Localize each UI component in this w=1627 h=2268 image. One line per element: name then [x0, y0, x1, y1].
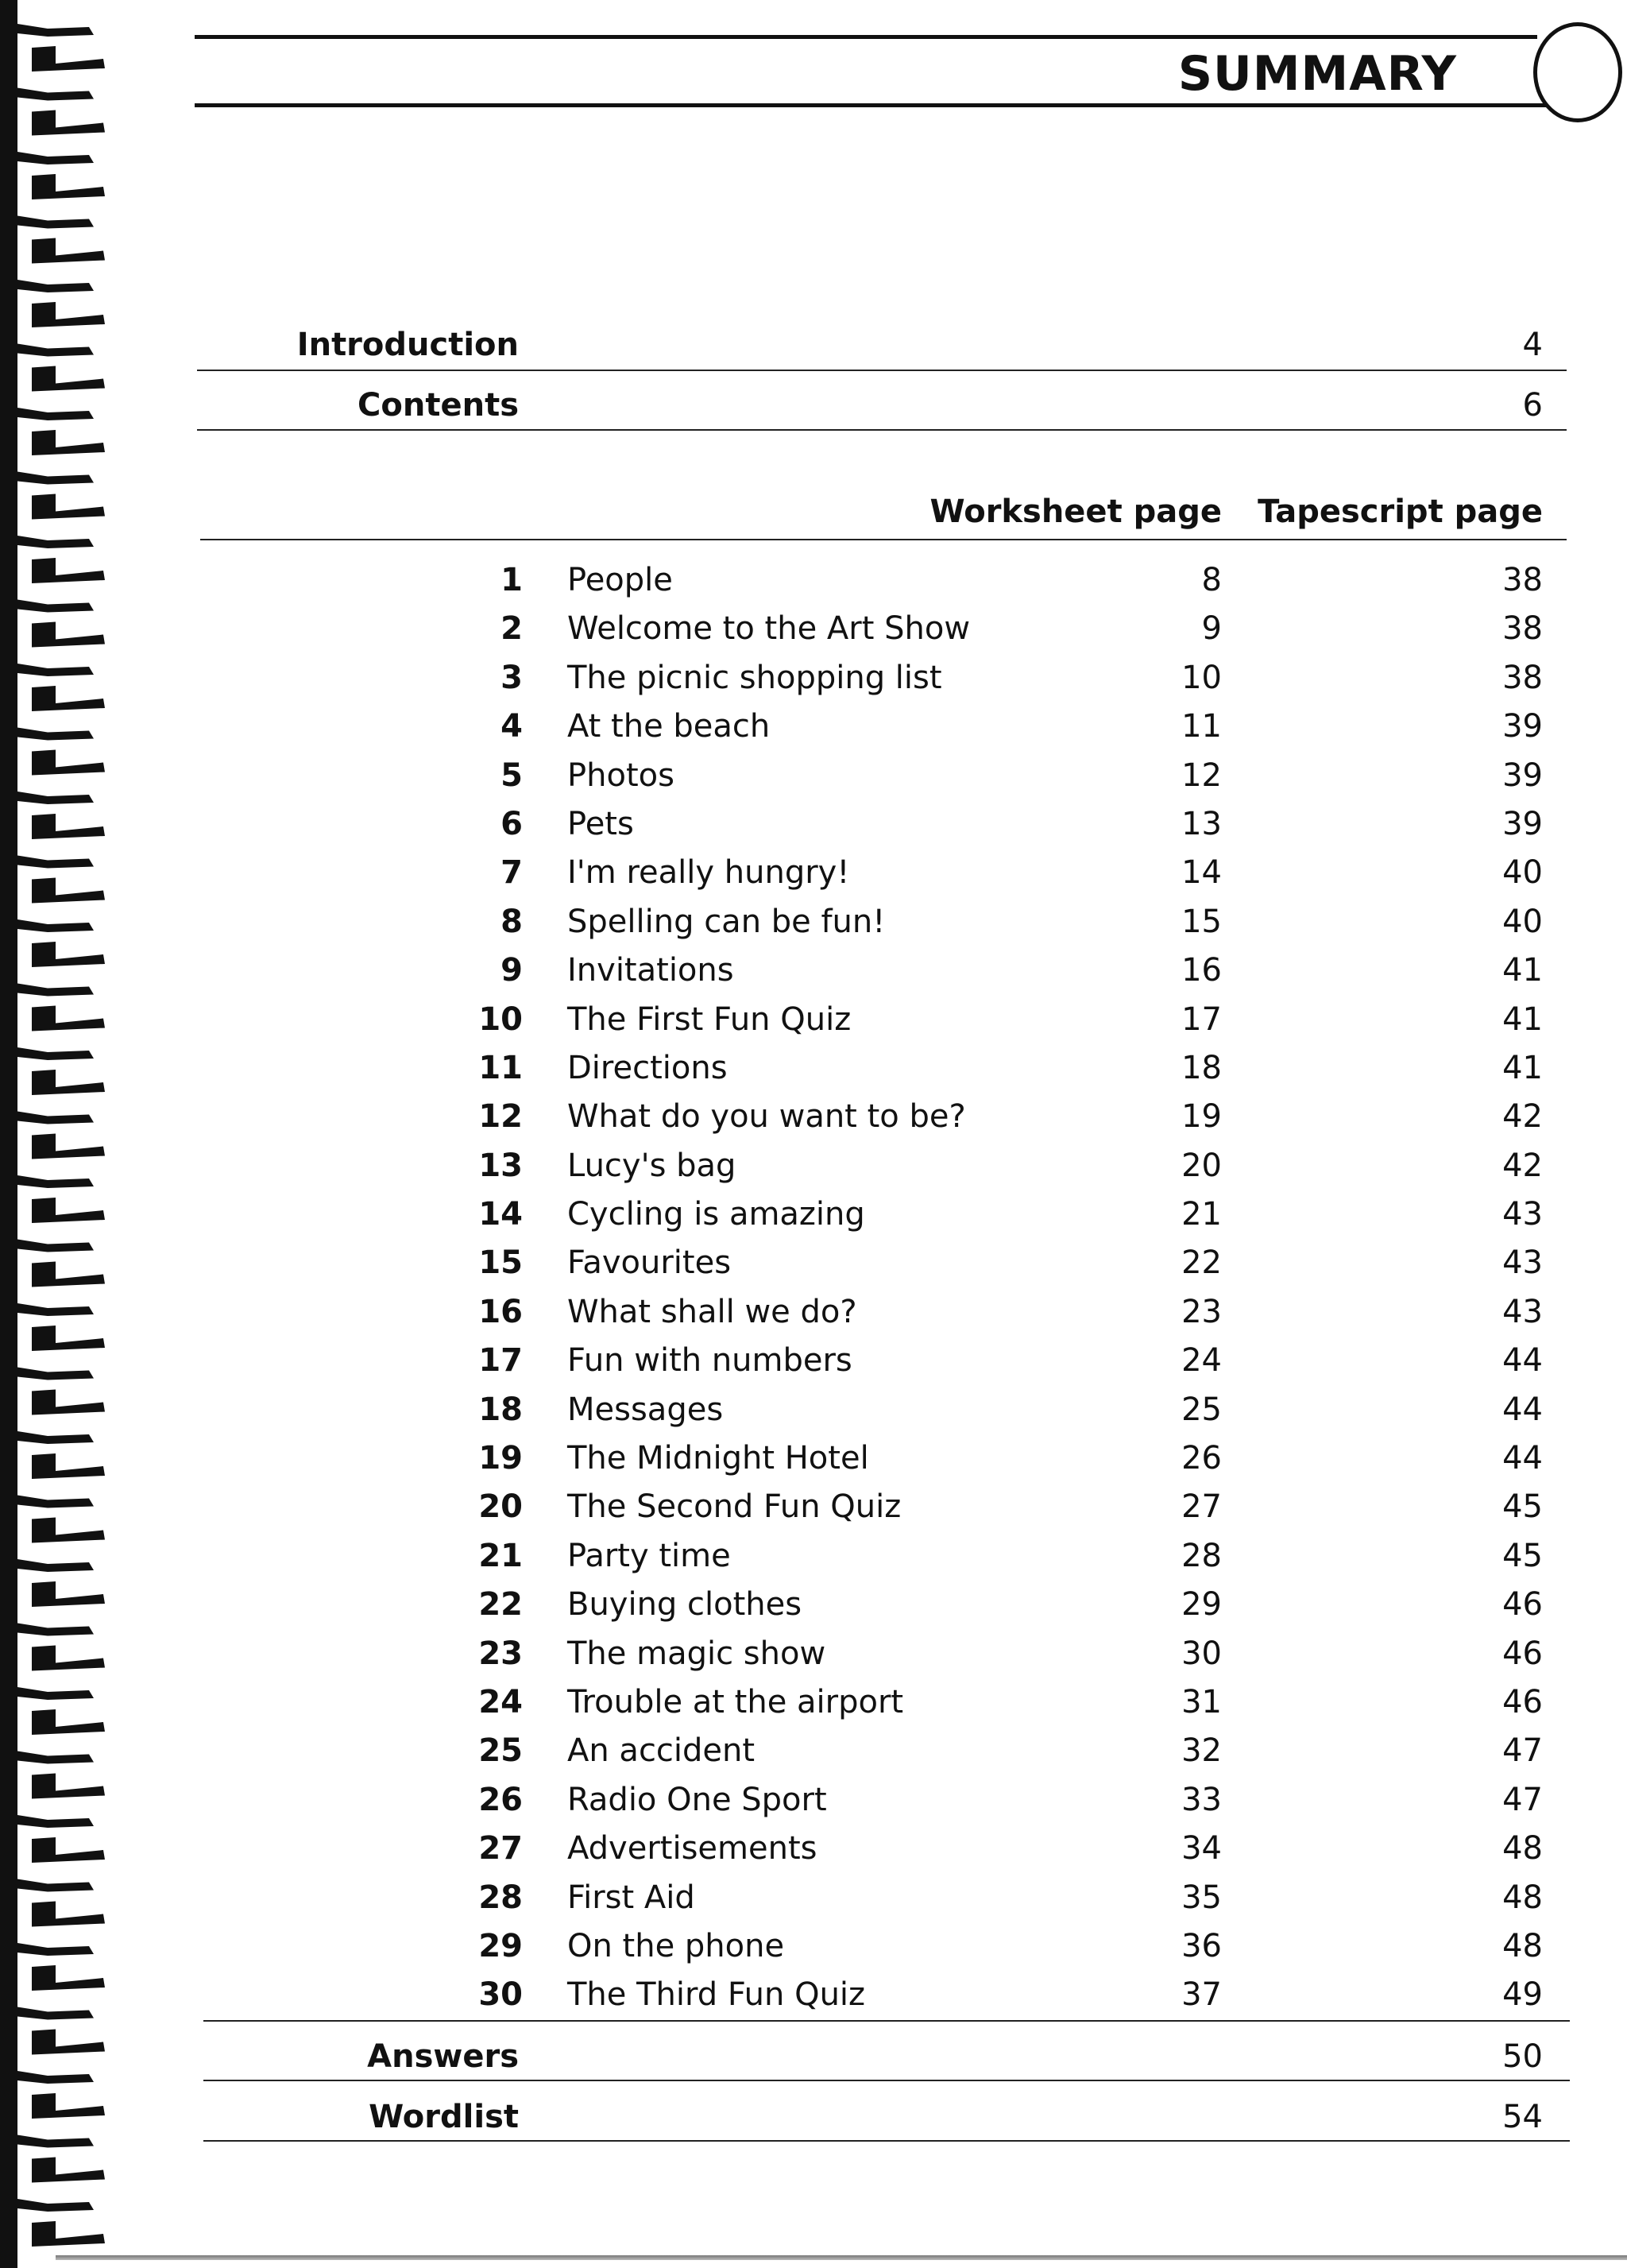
header-top-rule	[195, 35, 1537, 39]
unit-row	[0, 755, 1627, 803]
unit-number: 26	[478, 1781, 523, 1818]
toc-page: 4	[1522, 327, 1543, 363]
unit-number: 22	[478, 1586, 523, 1624]
tapescript-page: 39	[1502, 757, 1543, 794]
unit-number: 17	[478, 1342, 523, 1380]
worksheet-page: 24	[1181, 1342, 1222, 1380]
unit-row	[0, 1779, 1627, 1828]
unit-title: Party time	[567, 1537, 731, 1574]
unit-number: 21	[478, 1537, 523, 1574]
unit-row	[0, 1925, 1627, 1974]
tapescript-page: 41	[1502, 1049, 1543, 1086]
toc-row-contents	[0, 386, 1627, 424]
worksheet-page: 31	[1181, 1683, 1222, 1720]
divider	[200, 539, 1567, 540]
unit-title: I'm really hungry!	[567, 854, 850, 892]
unit-row	[0, 803, 1627, 852]
worksheet-page: 16	[1181, 952, 1222, 989]
toc-label: Answers	[367, 2038, 519, 2075]
worksheet-page: 13	[1181, 805, 1222, 842]
unit-title: The Third Fun Quiz	[567, 1976, 866, 2014]
worksheet-page: 27	[1181, 1488, 1222, 1526]
unit-title: The Second Fun Quiz	[567, 1488, 902, 1526]
tapescript-page: 45	[1502, 1488, 1543, 1526]
unit-row	[0, 1584, 1627, 1632]
unit-row	[0, 1633, 1627, 1682]
unit-number: 27	[478, 1830, 523, 1867]
worksheet-column-header: Worksheet page	[929, 493, 1222, 530]
divider	[197, 429, 1567, 431]
unit-row	[0, 559, 1627, 608]
unit-number: 13	[478, 1147, 523, 1184]
worksheet-page: 21	[1181, 1196, 1222, 1233]
worksheet-page: 23	[1181, 1293, 1222, 1330]
toc-row-wordlist	[0, 2098, 1627, 2136]
tapescript-page: 43	[1502, 1293, 1543, 1330]
unit-title: The picnic shopping list	[567, 659, 942, 696]
tapescript-page: 48	[1502, 1830, 1543, 1867]
toc-page: 50	[1502, 2038, 1543, 2075]
unit-number: 18	[478, 1391, 523, 1428]
tapescript-page: 46	[1502, 1635, 1543, 1672]
unit-row	[0, 1194, 1627, 1242]
unit-row	[0, 1096, 1627, 1144]
unit-number: 16	[478, 1293, 523, 1330]
spiral-coil	[17, 24, 105, 72]
divider	[203, 2080, 1570, 2081]
tapescript-page: 41	[1502, 1000, 1543, 1038]
unit-title: At the beach	[567, 708, 771, 745]
worksheet-page: 35	[1181, 1879, 1222, 1916]
unit-title: What shall we do?	[567, 1293, 857, 1330]
header-bottom-rule	[195, 103, 1561, 107]
tapescript-page: 44	[1502, 1342, 1543, 1380]
spiral-coil	[17, 2135, 105, 2183]
worksheet-page: 18	[1181, 1049, 1222, 1086]
worksheet-page: 11	[1181, 708, 1222, 745]
spiral-coil	[17, 2199, 105, 2247]
unit-title: On the phone	[567, 1927, 785, 1964]
tapescript-page: 39	[1502, 708, 1543, 745]
tapescript-column-header: Tapescript page	[1258, 493, 1543, 530]
worksheet-page: 25	[1181, 1391, 1222, 1428]
tapescript-page: 38	[1502, 562, 1543, 598]
unit-list	[0, 559, 1627, 2023]
tapescript-page: 47	[1502, 1732, 1543, 1770]
tapescript-page: 42	[1502, 1098, 1543, 1136]
spiral-coil	[17, 88, 105, 136]
unit-number: 28	[478, 1879, 523, 1916]
worksheet-page: 20	[1181, 1147, 1222, 1184]
unit-title: First Aid	[567, 1879, 695, 1916]
unit-row	[0, 1047, 1627, 1096]
unit-row	[0, 608, 1627, 656]
unit-number: 1	[500, 562, 523, 598]
tapescript-page: 39	[1502, 805, 1543, 842]
unit-row	[0, 1389, 1627, 1438]
tapescript-page: 38	[1502, 610, 1543, 648]
unit-number: 4	[500, 708, 523, 745]
unit-row	[0, 901, 1627, 950]
worksheet-page: 34	[1181, 1830, 1222, 1867]
unit-row	[0, 706, 1627, 754]
worksheet-page: 33	[1181, 1781, 1222, 1818]
unit-title: Messages	[567, 1391, 724, 1428]
unit-row	[0, 1438, 1627, 1486]
worksheet-page: 15	[1181, 903, 1222, 940]
tapescript-page: 43	[1502, 1196, 1543, 1233]
unit-title: Favourites	[567, 1244, 732, 1282]
unit-title: Invitations	[567, 952, 734, 989]
worksheet-page: 12	[1181, 757, 1222, 794]
unit-number: 3	[500, 659, 523, 696]
unit-number: 2	[500, 610, 523, 648]
unit-number: 8	[500, 903, 523, 940]
unit-number: 19	[478, 1440, 523, 1477]
worksheet-page: 30	[1181, 1635, 1222, 1672]
unit-title: Advertisements	[567, 1830, 817, 1867]
divider	[197, 370, 1567, 371]
worksheet-page: 8	[1201, 562, 1222, 598]
unit-title: Buying clothes	[567, 1586, 802, 1624]
tapescript-page: 44	[1502, 1440, 1543, 1477]
toc-label: Contents	[357, 387, 519, 424]
toc-row-answers	[0, 2038, 1627, 2076]
unit-title: People	[567, 562, 673, 598]
unit-row	[0, 999, 1627, 1047]
worksheet-page: 17	[1181, 1000, 1222, 1038]
divider	[203, 2020, 1570, 2022]
page-bottom-edge	[56, 2255, 1627, 2260]
unit-title: What do you want to be?	[567, 1098, 966, 1136]
tapescript-page: 43	[1502, 1244, 1543, 1282]
unit-row	[0, 657, 1627, 706]
unit-number: 11	[478, 1049, 523, 1086]
unit-row	[0, 1535, 1627, 1584]
tapescript-page: 40	[1502, 903, 1543, 940]
unit-title: Welcome to the Art Show	[567, 610, 971, 648]
tapescript-page: 38	[1502, 659, 1543, 696]
unit-title: Fun with numbers	[567, 1342, 852, 1380]
page-title: SUMMARY	[1177, 46, 1457, 102]
unit-title: Photos	[567, 757, 674, 794]
worksheet-page: 29	[1181, 1586, 1222, 1624]
unit-number: 29	[478, 1927, 523, 1964]
worksheet-page: 28	[1181, 1537, 1222, 1574]
toc-row-introduction	[0, 326, 1627, 364]
unit-title: Lucy's bag	[567, 1147, 736, 1184]
tapescript-page: 48	[1502, 1879, 1543, 1916]
unit-number: 12	[478, 1098, 523, 1136]
unit-number: 6	[500, 805, 523, 842]
unit-row	[0, 1828, 1627, 1876]
toc-label: Introduction	[296, 327, 519, 363]
divider	[203, 2140, 1570, 2142]
unit-number: 10	[478, 1000, 523, 1038]
toc-label: Wordlist	[369, 2099, 519, 2135]
unit-row	[0, 1682, 1627, 1730]
unit-title: Spelling can be fun!	[567, 903, 886, 940]
unit-number: 9	[500, 952, 523, 989]
spiral-coil	[17, 280, 105, 327]
unit-row	[0, 852, 1627, 900]
tapescript-page: 45	[1502, 1537, 1543, 1574]
unit-title: Trouble at the airport	[567, 1683, 904, 1720]
unit-number: 24	[478, 1683, 523, 1720]
worksheet-page: 9	[1201, 610, 1222, 648]
unit-number: 25	[478, 1732, 523, 1770]
unit-row	[0, 1291, 1627, 1340]
unit-row	[0, 1730, 1627, 1778]
unit-number: 7	[500, 854, 523, 892]
unit-title: The magic show	[567, 1635, 826, 1672]
unit-title: The First Fun Quiz	[567, 1000, 852, 1038]
unit-title: Radio One Sport	[567, 1781, 827, 1818]
unit-number: 20	[478, 1488, 523, 1526]
worksheet-page: 36	[1181, 1927, 1222, 1964]
unit-title: Directions	[567, 1049, 728, 1086]
unit-title: Cycling is amazing	[567, 1196, 865, 1233]
spiral-coil	[17, 472, 105, 520]
tapescript-page: 46	[1502, 1683, 1543, 1720]
worksheet-page: 10	[1181, 659, 1222, 696]
unit-title: The Midnight Hotel	[567, 1440, 869, 1477]
header-circle-tab	[1533, 22, 1622, 122]
worksheet-page: 14	[1181, 854, 1222, 892]
unit-row	[0, 1877, 1627, 1925]
tapescript-page: 44	[1502, 1391, 1543, 1428]
tapescript-page: 41	[1502, 952, 1543, 989]
unit-row	[0, 1974, 1627, 2022]
unit-row	[0, 950, 1627, 998]
unit-row	[0, 1486, 1627, 1535]
unit-number: 23	[478, 1635, 523, 1672]
unit-number: 14	[478, 1196, 523, 1233]
tapescript-page: 48	[1502, 1927, 1543, 1964]
unit-row	[0, 1145, 1627, 1194]
unit-title: Pets	[567, 805, 634, 842]
worksheet-page: 26	[1181, 1440, 1222, 1477]
spiral-coil	[17, 152, 105, 199]
spiral-coil	[17, 216, 105, 264]
tapescript-page: 40	[1502, 854, 1543, 892]
tapescript-page: 46	[1502, 1586, 1543, 1624]
worksheet-page: 37	[1181, 1976, 1222, 2014]
tapescript-page: 42	[1502, 1147, 1543, 1184]
unit-title: An accident	[567, 1732, 756, 1770]
unit-number: 30	[478, 1976, 523, 2014]
unit-row	[0, 1242, 1627, 1291]
worksheet-page: 22	[1181, 1244, 1222, 1282]
unit-number: 5	[500, 757, 523, 794]
toc-page: 6	[1522, 387, 1543, 424]
toc-page: 54	[1502, 2099, 1543, 2135]
tapescript-page: 47	[1502, 1781, 1543, 1818]
worksheet-page: 19	[1181, 1098, 1222, 1136]
unit-row	[0, 1340, 1627, 1388]
unit-number: 15	[478, 1244, 523, 1282]
tapescript-page: 49	[1502, 1976, 1543, 2014]
worksheet-page: 32	[1181, 1732, 1222, 1770]
